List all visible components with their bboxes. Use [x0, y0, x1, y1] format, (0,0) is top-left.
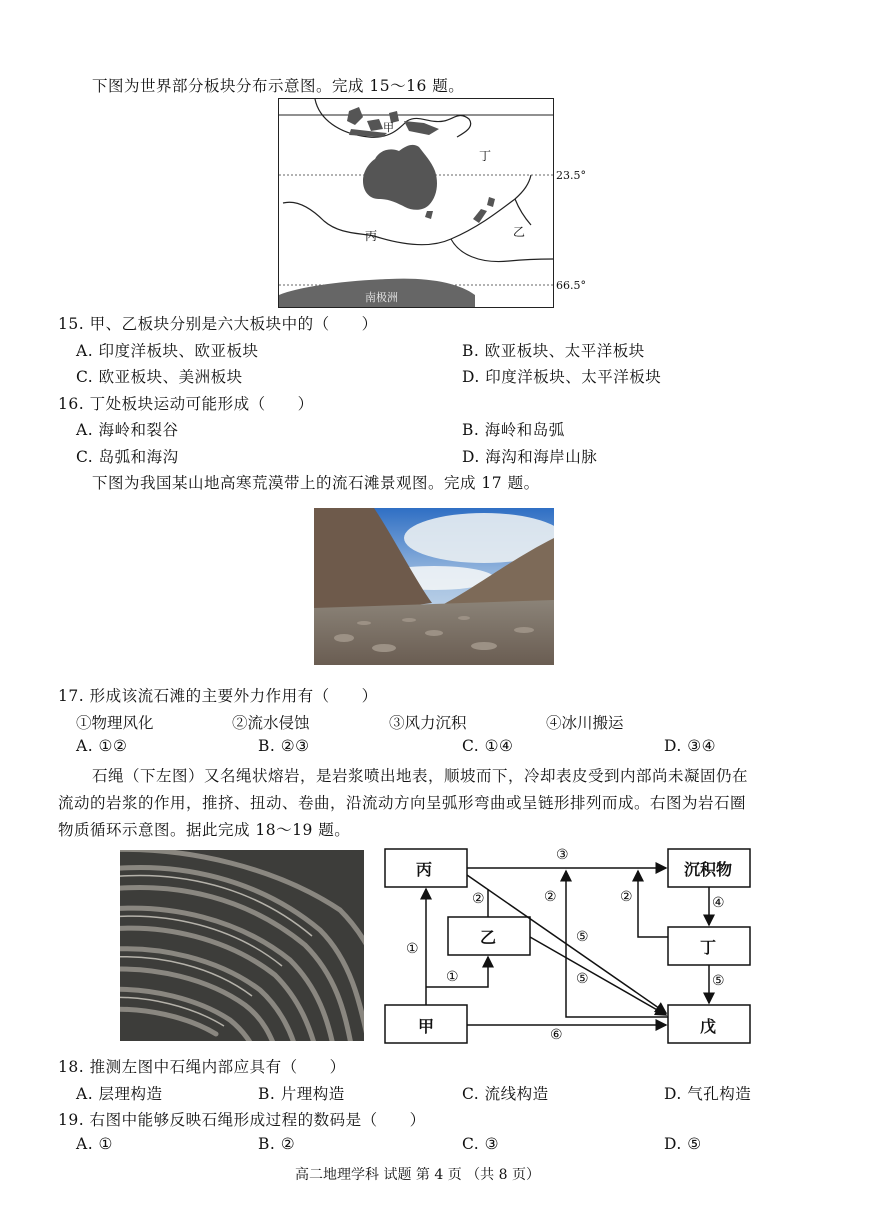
box-bing: 丙: [416, 860, 433, 879]
q16-option-c[interactable]: C. 岛弧和海沟: [76, 448, 179, 466]
intro-text-1: 下图为世界部分板块分布示意图。完成 15～16 题。: [92, 77, 465, 95]
q17-item-2: ②流水侵蚀: [232, 714, 310, 732]
lat-label-66: 66.5°: [556, 279, 586, 292]
q18-option-c[interactable]: C. 流线构造: [462, 1085, 549, 1103]
q19-option-b[interactable]: B. ②: [258, 1135, 296, 1153]
arrow-label-4: ④: [712, 895, 725, 911]
q18-option-d[interactable]: D. 气孔构造: [664, 1085, 752, 1103]
map-label-bing: 丙: [365, 229, 378, 243]
q17-option-c[interactable]: C. ①④: [462, 737, 514, 755]
q19-option-c[interactable]: C. ③: [462, 1135, 500, 1153]
arrow-label-6: ⑥: [550, 1027, 563, 1043]
q15-option-d[interactable]: D. 印度洋板块、太平洋板块: [462, 368, 662, 386]
intro-text-3-line3: 物质循环示意图。据此完成 18～19 题。: [58, 821, 351, 839]
plate-map-drawing: [279, 99, 553, 307]
q15-option-c[interactable]: C. 欧亚板块、美洲板块: [76, 368, 243, 386]
q19-option-d[interactable]: D. ⑤: [664, 1135, 702, 1153]
map-label-ding: 丁: [479, 149, 492, 163]
q16-option-a[interactable]: A. 海岭和裂谷: [76, 421, 179, 439]
q15-option-a[interactable]: A. 印度洋板块、欧亚板块: [76, 342, 259, 360]
q18-option-a[interactable]: A. 层理构造: [76, 1085, 163, 1103]
arrow-label-2b: ②: [544, 889, 557, 905]
q19-option-a[interactable]: A. ①: [76, 1135, 113, 1153]
box-wu: 戊: [700, 1017, 717, 1036]
arrow-label-5c: ⑤: [576, 971, 589, 987]
intro-text-3-line2: 流动的岩浆的作用，推挤、扭动、卷曲，沿流动方向呈弧形弯曲或呈链形排列而成。右图为岩石圈: [58, 794, 747, 812]
arrow-label-2a: ②: [472, 891, 485, 907]
map-label-antarctica: 南极洲: [365, 291, 398, 304]
lat-label-23: 23.5°: [556, 169, 586, 182]
rock-cycle-diagram: [380, 845, 760, 1050]
map-label-jia: 甲: [383, 121, 394, 134]
q16-stem: 16. 丁处板块运动可能形成（ ）: [58, 395, 314, 413]
q15-stem: 15. 甲、乙板块分别是六大板块中的（ ）: [58, 315, 378, 333]
box-ding: 丁: [700, 938, 717, 957]
rock-field-photo: [314, 508, 554, 665]
q18-option-b[interactable]: B. 片理构造: [258, 1085, 345, 1103]
q16-option-d[interactable]: D. 海沟和海岸山脉: [462, 448, 598, 466]
q17-item-1: ①物理风化: [76, 714, 154, 732]
arrow-label-1a: ①: [406, 941, 419, 957]
box-yi: 乙: [480, 928, 497, 947]
arrow-label-2c: ②: [620, 889, 633, 905]
q17-item-4: ④冰川搬运: [546, 714, 624, 732]
q17-stem: 17. 形成该流石滩的主要外力作用有（ ）: [58, 687, 378, 705]
intro-text-3-line1: 石绳（下左图）又名绳状熔岩，是岩浆喷出地表，顺坡而下，冷却表皮受到内部尚未凝固仍在: [92, 767, 749, 785]
box-sediment: 沉积物: [684, 860, 733, 879]
ropy-lava-photo: [120, 850, 364, 1041]
arrow-label-1b: ①: [446, 969, 459, 985]
q15-option-b[interactable]: B. 欧亚板块、太平洋板块: [462, 342, 645, 360]
q17-option-a[interactable]: A. ①②: [76, 737, 128, 755]
intro-text-2: 下图为我国某山地高寒荒漠带上的流石滩景观图。完成 17 题。: [92, 474, 540, 492]
q17-item-3: ③风力沉积: [389, 714, 467, 732]
q18-stem: 18. 推测左图中石绳内部应具有（ ）: [58, 1058, 346, 1076]
q17-option-d[interactable]: D. ③④: [664, 737, 717, 755]
arrow-label-5b: ⑤: [576, 929, 589, 945]
map-label-yi: 乙: [513, 225, 526, 239]
q19-stem: 19. 右图中能够反映石绳形成过程的数码是（ ）: [58, 1111, 426, 1129]
page-footer: 高二地理学科 试题 第 4 页 （共 8 页）: [295, 1167, 540, 1183]
q16-option-b[interactable]: B. 海岭和岛弧: [462, 421, 565, 439]
arrow-label-3: ③: [556, 847, 569, 863]
q17-option-b[interactable]: B. ②③: [258, 737, 310, 755]
box-jia: 甲: [418, 1017, 435, 1036]
plate-map: [278, 98, 554, 308]
arrow-label-5a: ⑤: [712, 973, 725, 989]
